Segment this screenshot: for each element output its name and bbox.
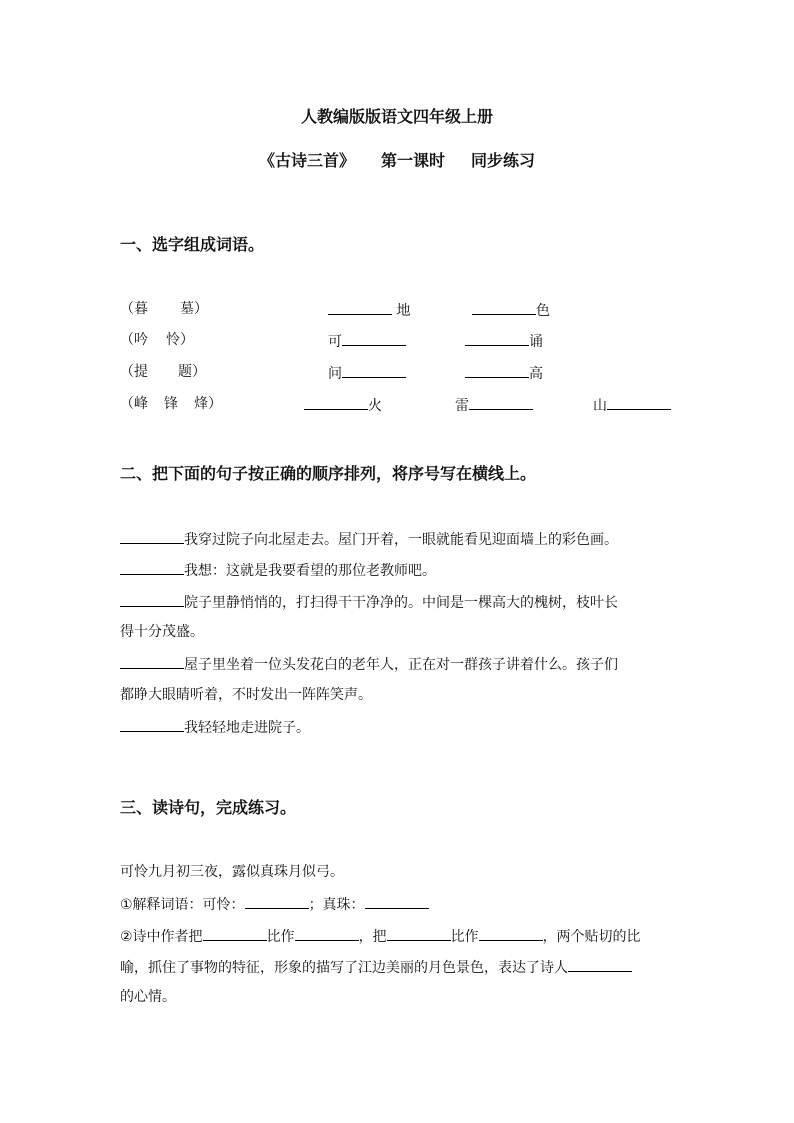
s1-row4-blank-a[interactable]: 火 <box>304 394 382 416</box>
page-title <box>0 104 794 127</box>
s1-row4-chars: （峰 锋 烽） <box>120 396 222 412</box>
s2-item5: 我轻轻地走进院子。 <box>120 716 310 738</box>
s1-row4-blank-c[interactable]: 山 <box>593 394 671 416</box>
s3-poem: 可怜九月初三夜，露似真珠月似弓。 <box>120 864 344 880</box>
s1-row2-chars: （吟 怜） <box>120 332 194 348</box>
s3-q2-blank-a[interactable] <box>203 925 267 941</box>
s2-item3-cont: 得十分茂盛。 <box>120 624 204 640</box>
s3-q2-line2: 喻，抓住了事物的特征，形象的描写了江边美丽的月色景色，表达了诗人 <box>120 956 632 978</box>
s2-item4-blank[interactable] <box>120 653 184 669</box>
s3-q2-blank-b[interactable] <box>295 925 359 941</box>
s1-row3-blank-b[interactable]: 高 <box>465 362 543 384</box>
s3-q1-blank-b[interactable] <box>365 893 429 909</box>
s2-item1: 我穿过院子向北屋走去。屋门开着，一眼就能看见迎面墙上的彩色画。 <box>120 528 618 550</box>
s3-q1-blank-a[interactable] <box>245 893 309 909</box>
section3-heading: 三、读诗句，完成练习。 <box>120 798 297 817</box>
s2-item4: 屋子里坐着一位头发花白的老年人，正在对一群孩子讲着什么。孩子们 <box>120 653 618 675</box>
s1-row3-chars: （提 题） <box>120 364 206 380</box>
s1-row1-chars: （暮 墓） <box>120 301 208 317</box>
s1-row2-blank-a[interactable]: 可 <box>328 330 406 352</box>
s3-q1: ①解释词语：可怜： ；真珠： <box>120 893 429 915</box>
s2-item5-blank[interactable] <box>120 716 184 732</box>
s3-q2-line3: 的心情。 <box>120 989 176 1005</box>
s1-row3-blank-a[interactable]: 问 <box>328 362 406 384</box>
s2-item3: 院子里静悄悄的，打扫得干干净净的。中间是一棵高大的槐树，枝叶长 <box>120 591 618 613</box>
subtitle-practice: 同步练习 <box>471 151 536 170</box>
s2-item4-cont: 都睁大眼睛听着，不时发出一阵阵笑声。 <box>120 687 372 703</box>
s2-item2-blank[interactable] <box>120 559 184 575</box>
s2-item2: 我想：这就是我要看望的那位老教师吧。 <box>120 559 436 581</box>
section1-heading: 一、选字组成词语。 <box>120 235 265 254</box>
s1-row1-blank-b[interactable]: 色 <box>472 299 550 321</box>
s1-row2-blank-b[interactable]: 诵 <box>465 330 543 352</box>
page-subtitle <box>0 148 794 171</box>
section2-heading: 二、把下面的句子按正确的顺序排列，将序号写在横线上。 <box>120 464 537 483</box>
s1-row4-blank-b[interactable]: 雷 <box>455 394 533 416</box>
s2-item1-blank[interactable] <box>120 528 184 544</box>
subtitle-lesson: 《古诗三首》 <box>258 151 355 170</box>
subtitle-period: 第一课时 <box>380 151 445 170</box>
s2-item3-blank[interactable] <box>120 591 184 607</box>
s1-row1-blank-a[interactable]: 地 <box>328 299 410 321</box>
s3-q2: ②诗中作者把 比作 ，把 比作 ，两个贴切的比 <box>120 925 641 947</box>
s3-q2-blank-c[interactable] <box>387 925 451 941</box>
title-line-1: 人教编版版语文四年级上册 <box>300 107 493 126</box>
s3-q2-blank-d[interactable] <box>479 925 543 941</box>
s3-q2-blank-e[interactable] <box>568 956 632 972</box>
